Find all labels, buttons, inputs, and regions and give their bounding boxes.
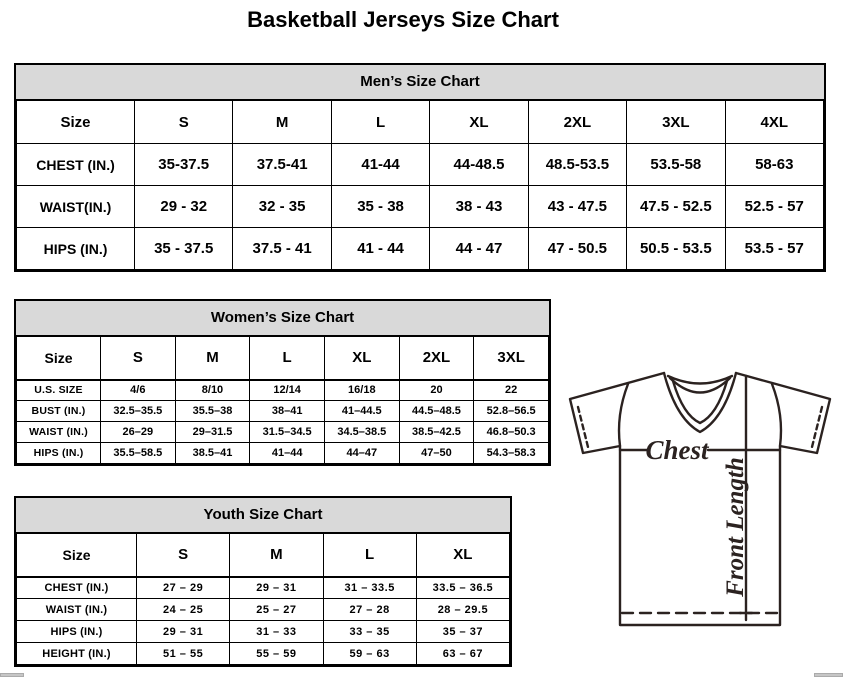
womens-size-table <box>16 336 549 464</box>
measurement-row-label: CHEST (IN.) <box>17 144 135 186</box>
measurement-value-cell: 31.5–34.5 <box>250 422 325 443</box>
measurement-value-cell: 55 – 59 <box>230 643 323 665</box>
measurement-value-cell: 35 - 37.5 <box>135 228 233 270</box>
measurement-row-label: CHEST (IN.) <box>17 577 137 599</box>
measurement-value-cell: 58-63 <box>725 144 823 186</box>
chest-label: Chest <box>645 435 709 465</box>
size-column-header: S <box>101 337 176 380</box>
row-label-header: Size <box>17 101 135 144</box>
measurement-row-label: U.S. SIZE <box>17 380 101 401</box>
jersey-measurement-diagram <box>556 357 843 657</box>
measurement-value-cell: 59 – 63 <box>323 643 416 665</box>
row-label-header: Size <box>17 534 137 577</box>
measurement-value-cell: 44 - 47 <box>430 228 528 270</box>
youth-size-chart <box>14 496 512 667</box>
size-column-header: 4XL <box>725 101 823 144</box>
size-column-header: M <box>230 534 323 577</box>
measurement-value-cell: 35 - 38 <box>331 186 429 228</box>
size-column-header: S <box>135 101 233 144</box>
measurement-value-cell: 47.5 - 52.5 <box>627 186 725 228</box>
mens-size-table <box>16 100 824 270</box>
measurement-value-cell: 48.5-53.5 <box>528 144 626 186</box>
measurement-value-cell: 12/14 <box>250 380 325 401</box>
measurement-value-cell: 20 <box>399 380 474 401</box>
size-column-header: 2XL <box>528 101 626 144</box>
womens-chart-title: Women’s Size Chart <box>16 301 549 336</box>
right-sleeve-seam <box>772 384 781 446</box>
size-column-header: 3XL <box>627 101 725 144</box>
measurement-value-cell: 29–31.5 <box>175 422 250 443</box>
measurement-value-cell: 44-48.5 <box>430 144 528 186</box>
measurement-value-cell: 41-44 <box>331 144 429 186</box>
measurement-value-cell: 50.5 - 53.5 <box>627 228 725 270</box>
youth-size-table <box>16 533 510 665</box>
measurement-row-label: HIPS (IN.) <box>17 443 101 464</box>
collar-rib-arc-1 <box>668 376 732 384</box>
measurement-value-cell: 31 – 33.5 <box>323 577 416 599</box>
measurement-value-cell: 37.5-41 <box>233 144 331 186</box>
measurement-value-cell: 22 <box>474 380 549 401</box>
measurement-value-cell: 38.5–42.5 <box>399 422 474 443</box>
measurement-value-cell: 38 - 43 <box>430 186 528 228</box>
measurement-row <box>17 144 824 186</box>
size-header-row <box>17 337 549 380</box>
measurement-value-cell: 29 – 31 <box>137 621 230 643</box>
size-column-header: M <box>175 337 250 380</box>
measurement-value-cell: 35 – 37 <box>416 621 509 643</box>
measurement-row <box>17 443 549 464</box>
measurement-value-cell: 8/10 <box>175 380 250 401</box>
size-column-header: 2XL <box>399 337 474 380</box>
measurement-row-label: HIPS (IN.) <box>17 621 137 643</box>
jersey-diagram-svg <box>556 357 843 657</box>
size-column-header: XL <box>416 534 509 577</box>
size-column-header: M <box>233 101 331 144</box>
measurement-value-cell: 37.5 - 41 <box>233 228 331 270</box>
measurement-value-cell: 47 - 50.5 <box>528 228 626 270</box>
size-header-row <box>17 101 824 144</box>
measurement-value-cell: 44.5–48.5 <box>399 401 474 422</box>
measurement-row <box>17 380 549 401</box>
measurement-value-cell: 38.5–41 <box>175 443 250 464</box>
measurement-row <box>17 599 510 621</box>
measurement-value-cell: 46.8–50.3 <box>474 422 549 443</box>
measurement-value-cell: 29 – 31 <box>230 577 323 599</box>
measurement-value-cell: 35-37.5 <box>135 144 233 186</box>
measurement-value-cell: 27 – 29 <box>137 577 230 599</box>
measurement-row <box>17 643 510 665</box>
measurement-value-cell: 52.5 - 57 <box>725 186 823 228</box>
measurement-value-cell: 54.3–58.3 <box>474 443 549 464</box>
horizontal-scrollbar-fragment-left[interactable] <box>0 673 24 677</box>
measurement-row <box>17 186 824 228</box>
measurement-row-label: BUST (IN.) <box>17 401 101 422</box>
measurement-row <box>17 577 510 599</box>
measurement-value-cell: 24 – 25 <box>137 599 230 621</box>
measurement-value-cell: 34.5–38.5 <box>324 422 399 443</box>
measurement-value-cell: 31 – 33 <box>230 621 323 643</box>
measurement-value-cell: 33.5 – 36.5 <box>416 577 509 599</box>
measurement-value-cell: 52.8–56.5 <box>474 401 549 422</box>
measurement-value-cell: 28 – 29.5 <box>416 599 509 621</box>
measurement-value-cell: 29 - 32 <box>135 186 233 228</box>
size-column-header: XL <box>430 101 528 144</box>
measurement-value-cell: 41–44 <box>250 443 325 464</box>
jersey-outline <box>570 373 830 625</box>
row-label-header: Size <box>17 337 101 380</box>
measurement-value-cell: 43 - 47.5 <box>528 186 626 228</box>
measurement-row <box>17 401 549 422</box>
measurement-value-cell: 53.5-58 <box>627 144 725 186</box>
measurement-row-label: WAIST(IN.) <box>17 186 135 228</box>
measurement-value-cell: 63 – 67 <box>416 643 509 665</box>
size-column-header: 3XL <box>474 337 549 380</box>
measurement-value-cell: 35.5–38 <box>175 401 250 422</box>
mens-chart-title: Men’s Size Chart <box>16 65 824 100</box>
measurement-row-label: WAIST (IN.) <box>17 422 101 443</box>
size-header-row <box>17 534 510 577</box>
measurement-value-cell: 4/6 <box>101 380 176 401</box>
measurement-row <box>17 422 549 443</box>
size-column-header: L <box>331 101 429 144</box>
left-sleeve-seam <box>619 384 628 446</box>
mens-size-chart <box>14 63 826 272</box>
measurement-value-cell: 41–44.5 <box>324 401 399 422</box>
measurement-value-cell: 16/18 <box>324 380 399 401</box>
measurement-value-cell: 25 – 27 <box>230 599 323 621</box>
measurement-value-cell: 27 – 28 <box>323 599 416 621</box>
measurement-value-cell: 38–41 <box>250 401 325 422</box>
size-column-header: L <box>323 534 416 577</box>
measurement-row-label: HIPS (IN.) <box>17 228 135 270</box>
measurement-value-cell: 32 - 35 <box>233 186 331 228</box>
measurement-row-label: WAIST (IN.) <box>17 599 137 621</box>
size-column-header: L <box>250 337 325 380</box>
youth-chart-title: Youth Size Chart <box>16 498 510 533</box>
measurement-value-cell: 26–29 <box>101 422 176 443</box>
measurement-row <box>17 228 824 270</box>
page-title: Basketball Jerseys Size Chart <box>247 7 559 32</box>
measurement-value-cell: 44–47 <box>324 443 399 464</box>
measurement-row-label: HEIGHT (IN.) <box>17 643 137 665</box>
size-column-header: XL <box>324 337 399 380</box>
horizontal-scrollbar-fragment-right[interactable] <box>814 673 843 677</box>
front-length-label: Front Length <box>722 457 749 597</box>
size-column-header: S <box>137 534 230 577</box>
measurement-value-cell: 32.5–35.5 <box>101 401 176 422</box>
womens-size-chart <box>14 299 551 466</box>
measurement-value-cell: 33 – 35 <box>323 621 416 643</box>
measurement-value-cell: 47–50 <box>399 443 474 464</box>
measurement-value-cell: 53.5 - 57 <box>725 228 823 270</box>
measurement-value-cell: 41 - 44 <box>331 228 429 270</box>
measurement-value-cell: 51 – 55 <box>137 643 230 665</box>
measurement-row <box>17 621 510 643</box>
measurement-value-cell: 35.5–58.5 <box>101 443 176 464</box>
